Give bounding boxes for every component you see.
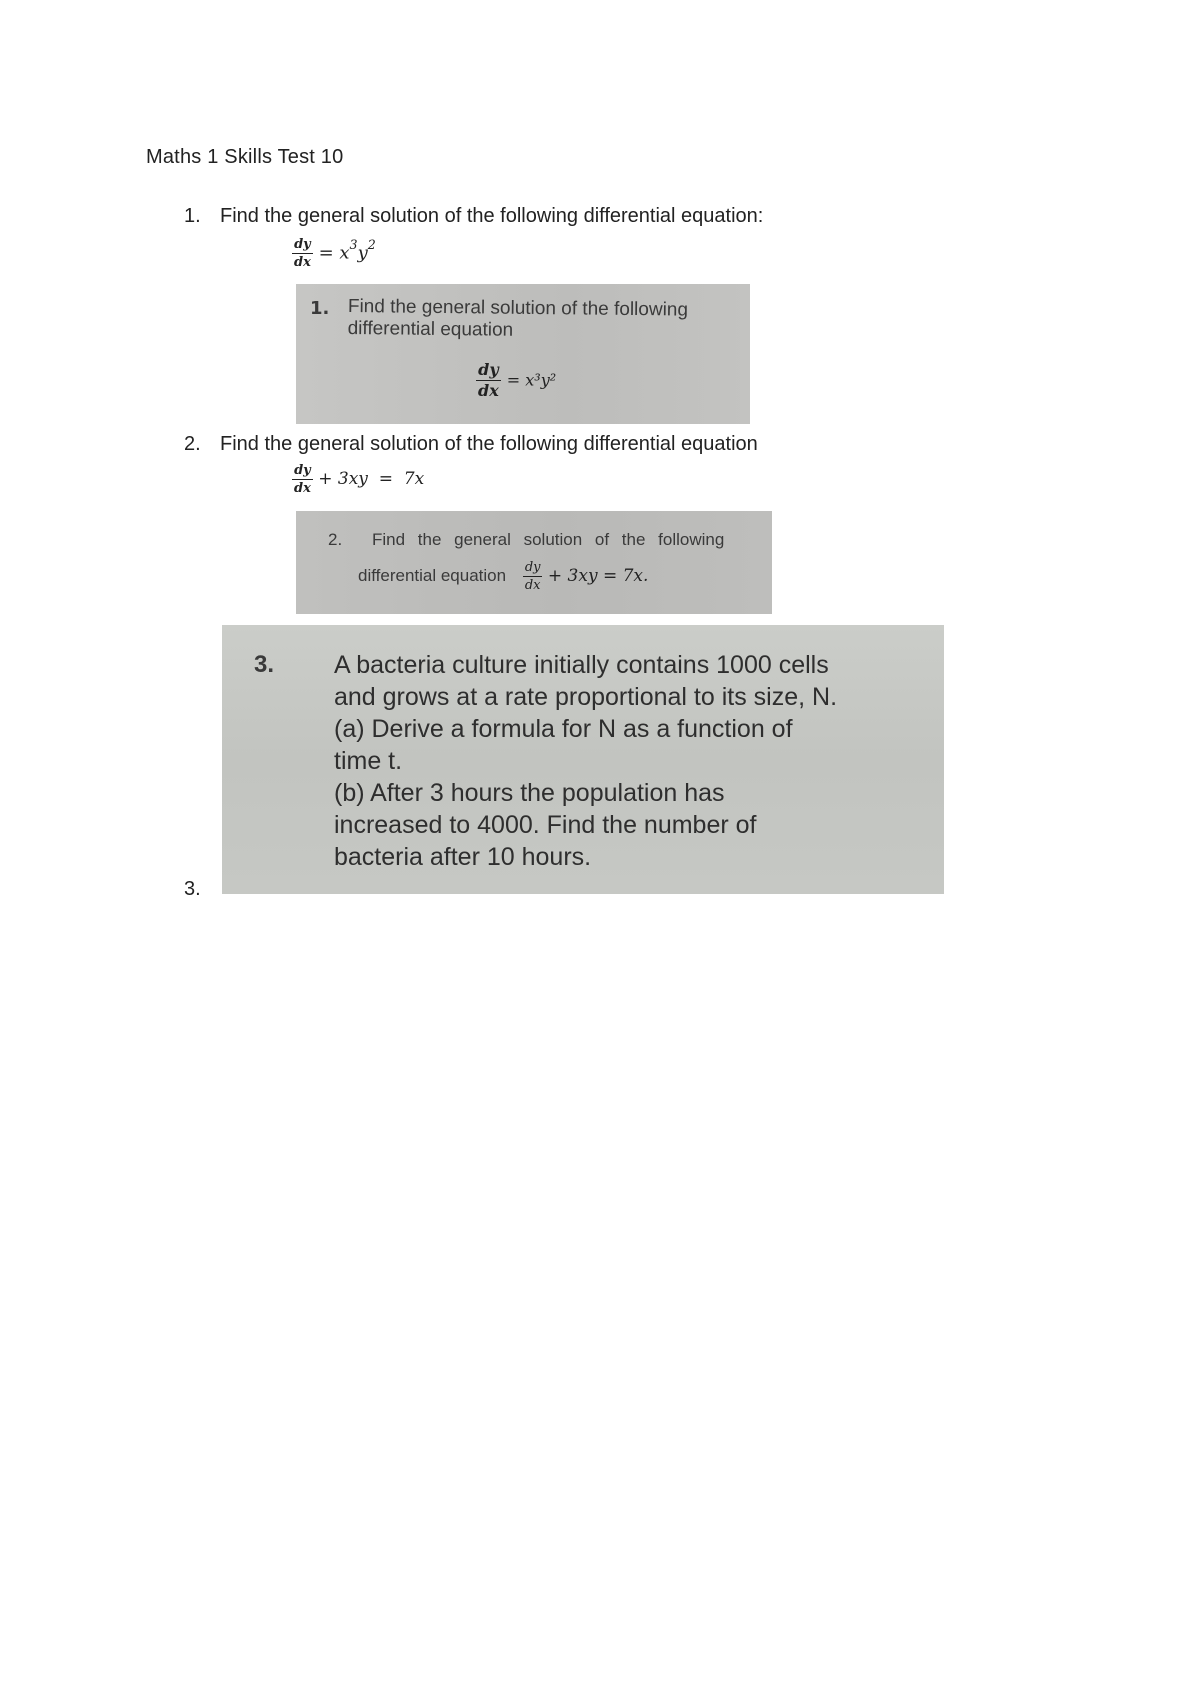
eq2-denominator: dx bbox=[294, 481, 311, 496]
eq2-rhs: + 3xy = 7x bbox=[318, 469, 425, 489]
question-2-equation bbox=[292, 464, 424, 495]
photo-3-number: 3. bbox=[254, 651, 275, 678]
eq1-exponent-y: 2 bbox=[367, 236, 376, 252]
photo-1-number: 1. bbox=[310, 298, 330, 319]
photo-3-line: A bacteria culture initially contains 1000 cells bbox=[334, 651, 829, 679]
question-3-number: 3. bbox=[184, 878, 201, 900]
question-2-text: Find the general solution of the following differential equation bbox=[220, 433, 758, 455]
photo-1-denominator: dx bbox=[478, 381, 499, 400]
photo-1-text: Find the general solution of the following differential equation bbox=[347, 296, 689, 341]
photo-3-text bbox=[334, 649, 924, 873]
photo-1-equation bbox=[476, 362, 556, 399]
eq1-numerator: dy bbox=[294, 237, 311, 252]
photo-3-line: and grows at a rate proportional to its size, N. bbox=[334, 683, 838, 711]
photo-2-numerator: dy bbox=[524, 560, 541, 575]
photo-3-line: bacteria after 10 hours. bbox=[334, 843, 592, 871]
photo-2-line-2 bbox=[358, 561, 648, 592]
photo-3-line: time t. bbox=[334, 747, 403, 775]
photo-2-denominator: dx bbox=[524, 578, 541, 593]
document-title: Maths 1 Skills Test 10 bbox=[146, 146, 344, 168]
photo-2-number: 2. bbox=[328, 530, 343, 549]
question-1-text: Find the general solution of the following differential equation: bbox=[220, 205, 764, 227]
question-2-number: 2. bbox=[184, 433, 201, 455]
photo-3-line: increased to 4000. Find the number of bbox=[334, 811, 757, 839]
eq1-denominator: dx bbox=[294, 255, 311, 270]
eq1-y: y bbox=[357, 242, 368, 264]
photo-2-rhs: + 3xy = 7x. bbox=[547, 566, 649, 586]
photo-2-equation bbox=[523, 560, 649, 593]
photo-3-line: (a) Derive a formula for N as a function of bbox=[334, 715, 793, 743]
photo-2-line-1: Find the general solution of the following bbox=[372, 530, 725, 549]
eq2-numerator: dy bbox=[294, 463, 311, 478]
eq1-rhs: = x bbox=[318, 242, 350, 264]
question-1-equation bbox=[292, 238, 376, 269]
question-2-photo bbox=[296, 511, 772, 614]
question-1-photo bbox=[296, 284, 750, 424]
photo-2-prefix: differential equation bbox=[358, 566, 507, 585]
eq1-exponent-x: 3 bbox=[349, 236, 358, 252]
photo-1-numerator: dy bbox=[478, 360, 499, 379]
photo-3-line: (b) After 3 hours the population has bbox=[334, 779, 725, 807]
question-1-number: 1. bbox=[184, 205, 201, 227]
photo-1-rhs: = x³y² bbox=[506, 370, 557, 390]
question-3-photo bbox=[222, 625, 944, 894]
